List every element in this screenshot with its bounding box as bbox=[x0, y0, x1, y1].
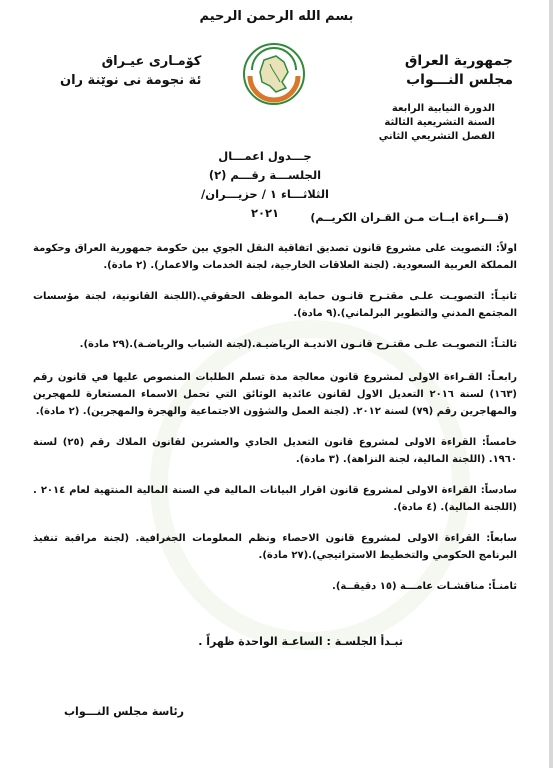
country-name-kurdish: كۆمـارى عيـراق bbox=[101, 54, 202, 69]
council-name-arabic: مجلس النـــواب bbox=[406, 72, 513, 88]
agenda-item: اولاً: التصويت على مشروع قانون تصديق اتفاقية النقل الجوي بين حكومة جمهورية العراق وحكومة المملكة العربية السعودية. (لجنة العلاقات الخارجية، لجنة الخدمات والاعمار). (٢ مادة). bbox=[33, 243, 517, 271]
session-start-time: تبـدأ الجلسـة : الساعـة الواحدة ظهراً . bbox=[198, 635, 403, 648]
term-line: الفصل التشريعي الثاني bbox=[378, 131, 495, 142]
kurdish-letterhead bbox=[60, 52, 201, 90]
council-name-kurdish: ئة نجومة نى نوێنة ران bbox=[60, 73, 202, 88]
signature: رئاسة مجلس النـــواب bbox=[64, 705, 184, 718]
arabic-letterhead bbox=[405, 52, 513, 90]
term-line: الدورة النيابية الرابعة bbox=[391, 103, 495, 114]
term-line: السنة التشريعية الثالثة bbox=[384, 117, 495, 128]
parliament-emblem-icon bbox=[242, 42, 306, 106]
agenda-item: سابعاً: القراءة الاولى لمشروع قانون الاحصاء ونظم المعلومات الجغرافية. (لجنة مراقبة تنفيذ البرنامج الحكومي والتخطيط الاستراتيجي).(٢٧ مادة). bbox=[33, 533, 517, 561]
agenda-item: ثامنـاً: مناقشـات عامـــة (١٥ دقيقــة). bbox=[332, 581, 517, 592]
agenda-item: خامساً: القراءة الاولى لمشروع قانون التعديل الحادي والعشرين لقانون الملاك رقم (٢٥) لسنة ١٩٦٠. (اللجنة المالية، لجنة النزاهة). (٣ مادة). bbox=[33, 437, 517, 465]
agenda-item: سادساً: القراءة الاولى لمشروع قانون اقرار البيانات المالية في السنة المالية المنتهية لعام ٢٠١٤ . (اللجنة المالية). (٤ مادة). bbox=[33, 485, 517, 513]
agenda-item: رابعـاً: القـراءة الاولى لمشروع قانون معالجة مدة تسلم الطلبات المنصوص عليها في قانون رقم (١٦٣) لسنة ٢٠١٦ التعديل الاول لقانون عائدية الوثائق التي تحمل الاسماء المستعارة للمهجرين والمهاجرين رقم (٧٩) لسنة ٢٠١٢. (لجنة العمل والشؤون الاجتماعية والهجرة والمهجرين). (٢ مادة). bbox=[33, 372, 517, 417]
session-number: الجلســـة رقـــم (٢) bbox=[208, 168, 322, 182]
country-name-arabic: جمهورية العراق bbox=[404, 53, 513, 69]
page-edge bbox=[549, 0, 553, 768]
term-info bbox=[379, 102, 495, 144]
agenda-item: ثالثـاً: التصويـت علـى مقتـرح قانـون الانديـة الرياضيـة.(لجنة الشباب والرياضـة).(٢٩ مادة). bbox=[79, 339, 517, 350]
session-date: الثلاثـــاء ١ / حزيـــران/٢٠٢١ bbox=[201, 187, 329, 220]
agenda-items bbox=[33, 240, 517, 595]
quran-reading: (قـــراءة ايــات مـن القـران الكريــم) bbox=[310, 211, 509, 224]
agenda-title: جـــدول اعمـــال bbox=[218, 149, 312, 163]
basmala: بسم الله الرحمن الرحيم bbox=[199, 9, 354, 24]
agenda-item: ثانيـاً: التصويـت علـى مقتـرح قانـون حماية الموظف الحقوقي.(اللجنة القانونية، لجنة مؤسسات المجتمع المدني والتطوير البرلماني).(٩ مادة). bbox=[33, 291, 517, 319]
